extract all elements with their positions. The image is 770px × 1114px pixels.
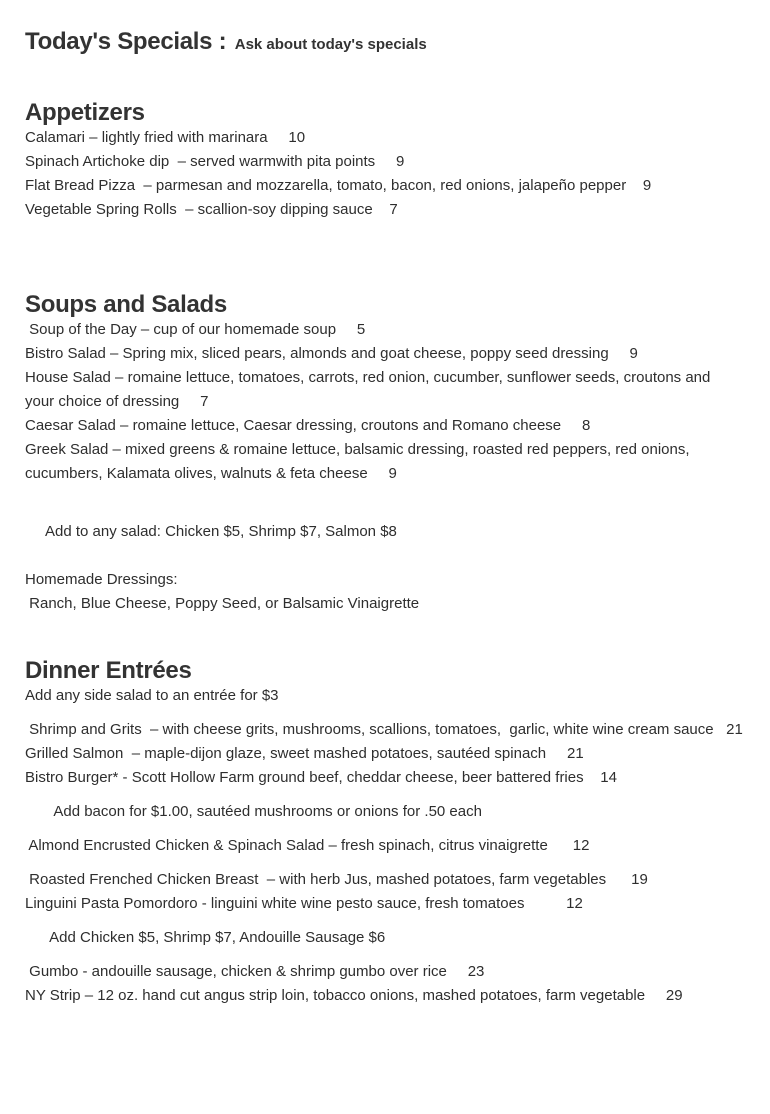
page-title: Today's Specials : <box>25 28 227 55</box>
menu-item: Roasted Frenched Chicken Breast – with herb Jus, mashed potatoes, farm vegetables 19 <box>25 871 648 888</box>
menu-item: Calamari – lightly fried with marinara 10 <box>25 129 306 146</box>
entree-addon-note: Add bacon for $1.00, sautéed mushrooms or onions for .50 each <box>25 803 482 820</box>
menu-item: House Salad – romaine lettuce, tomatoes, carrots, red onion, cucumber, sunflower seeds, croutons and your choice of dressing 7 <box>25 369 715 410</box>
section-heading-entrees: Dinner Entrées <box>25 657 192 684</box>
section-heading-soups-salads: Soups and Salads <box>25 291 227 318</box>
section-heading-appetizers: Appetizers <box>25 99 145 126</box>
entrees-note: Add any side salad to an entrée for $3 <box>25 687 279 704</box>
menu-item: Linguini Pasta Pomordoro - linguini white wine pesto sauce, fresh tomatoes 12 <box>25 895 583 912</box>
entree-addon-note: Add Chicken $5, Shrimp $7, Andouille Sausage $6 <box>25 929 386 946</box>
salad-addon-note: Add to any salad: Chicken $5, Shrimp $7, Salmon $8 <box>25 523 397 540</box>
menu-item: Gumbo - andouille sausage, chicken & shrimp gumbo over rice 23 <box>25 963 485 980</box>
menu-item: Bistro Burger* - Scott Hollow Farm ground beef, cheddar cheese, beer battered fries 14 <box>25 769 617 786</box>
menu-item: Grilled Salmon – maple-dijon glaze, sweet mashed potatoes, sautéed spinach 21 <box>25 745 584 762</box>
menu-item: Shrimp and Grits – with cheese grits, mushrooms, scallions, tomatoes, garlic, white wine cream sauce 21 <box>25 721 743 738</box>
menu-item: Soup of the Day – cup of our homemade soup 5 <box>25 321 366 338</box>
menu-item: Bistro Salad – Spring mix, sliced pears, almonds and goat cheese, poppy seed dressing 9 <box>25 345 638 362</box>
menu-item: Spinach Artichoke dip – served warmwith pita points 9 <box>25 153 405 170</box>
menu-item: Flat Bread Pizza – parmesan and mozzarella, tomato, bacon, red onions, jalapeño pepper 9 <box>25 177 652 194</box>
menu-item: NY Strip – 12 oz. hand cut angus strip loin, tobacco onions, mashed potatoes, farm vegetable 29 <box>25 987 683 1004</box>
dressings-label: Homemade Dressings: <box>25 571 178 588</box>
menu-item: Vegetable Spring Rolls – scallion-soy dipping sauce 7 <box>25 201 398 218</box>
page-subtitle: Ask about today's specials <box>234 36 427 53</box>
menu-item: Almond Encrusted Chicken & Spinach Salad – fresh spinach, citrus vinaigrette 12 <box>25 837 590 854</box>
title-row <box>25 28 427 56</box>
menu-item: Greek Salad – mixed greens & romaine lettuce, balsamic dressing, roasted red peppers, red onions, cucumbers, Kalamata olives, walnuts & feta cheese 9 <box>25 441 694 482</box>
dressings-list: Ranch, Blue Cheese, Poppy Seed, or Balsamic Vinaigrette <box>25 595 420 612</box>
menu-item: Caesar Salad – romaine lettuce, Caesar dressing, croutons and Romano cheese 8 <box>25 417 591 434</box>
